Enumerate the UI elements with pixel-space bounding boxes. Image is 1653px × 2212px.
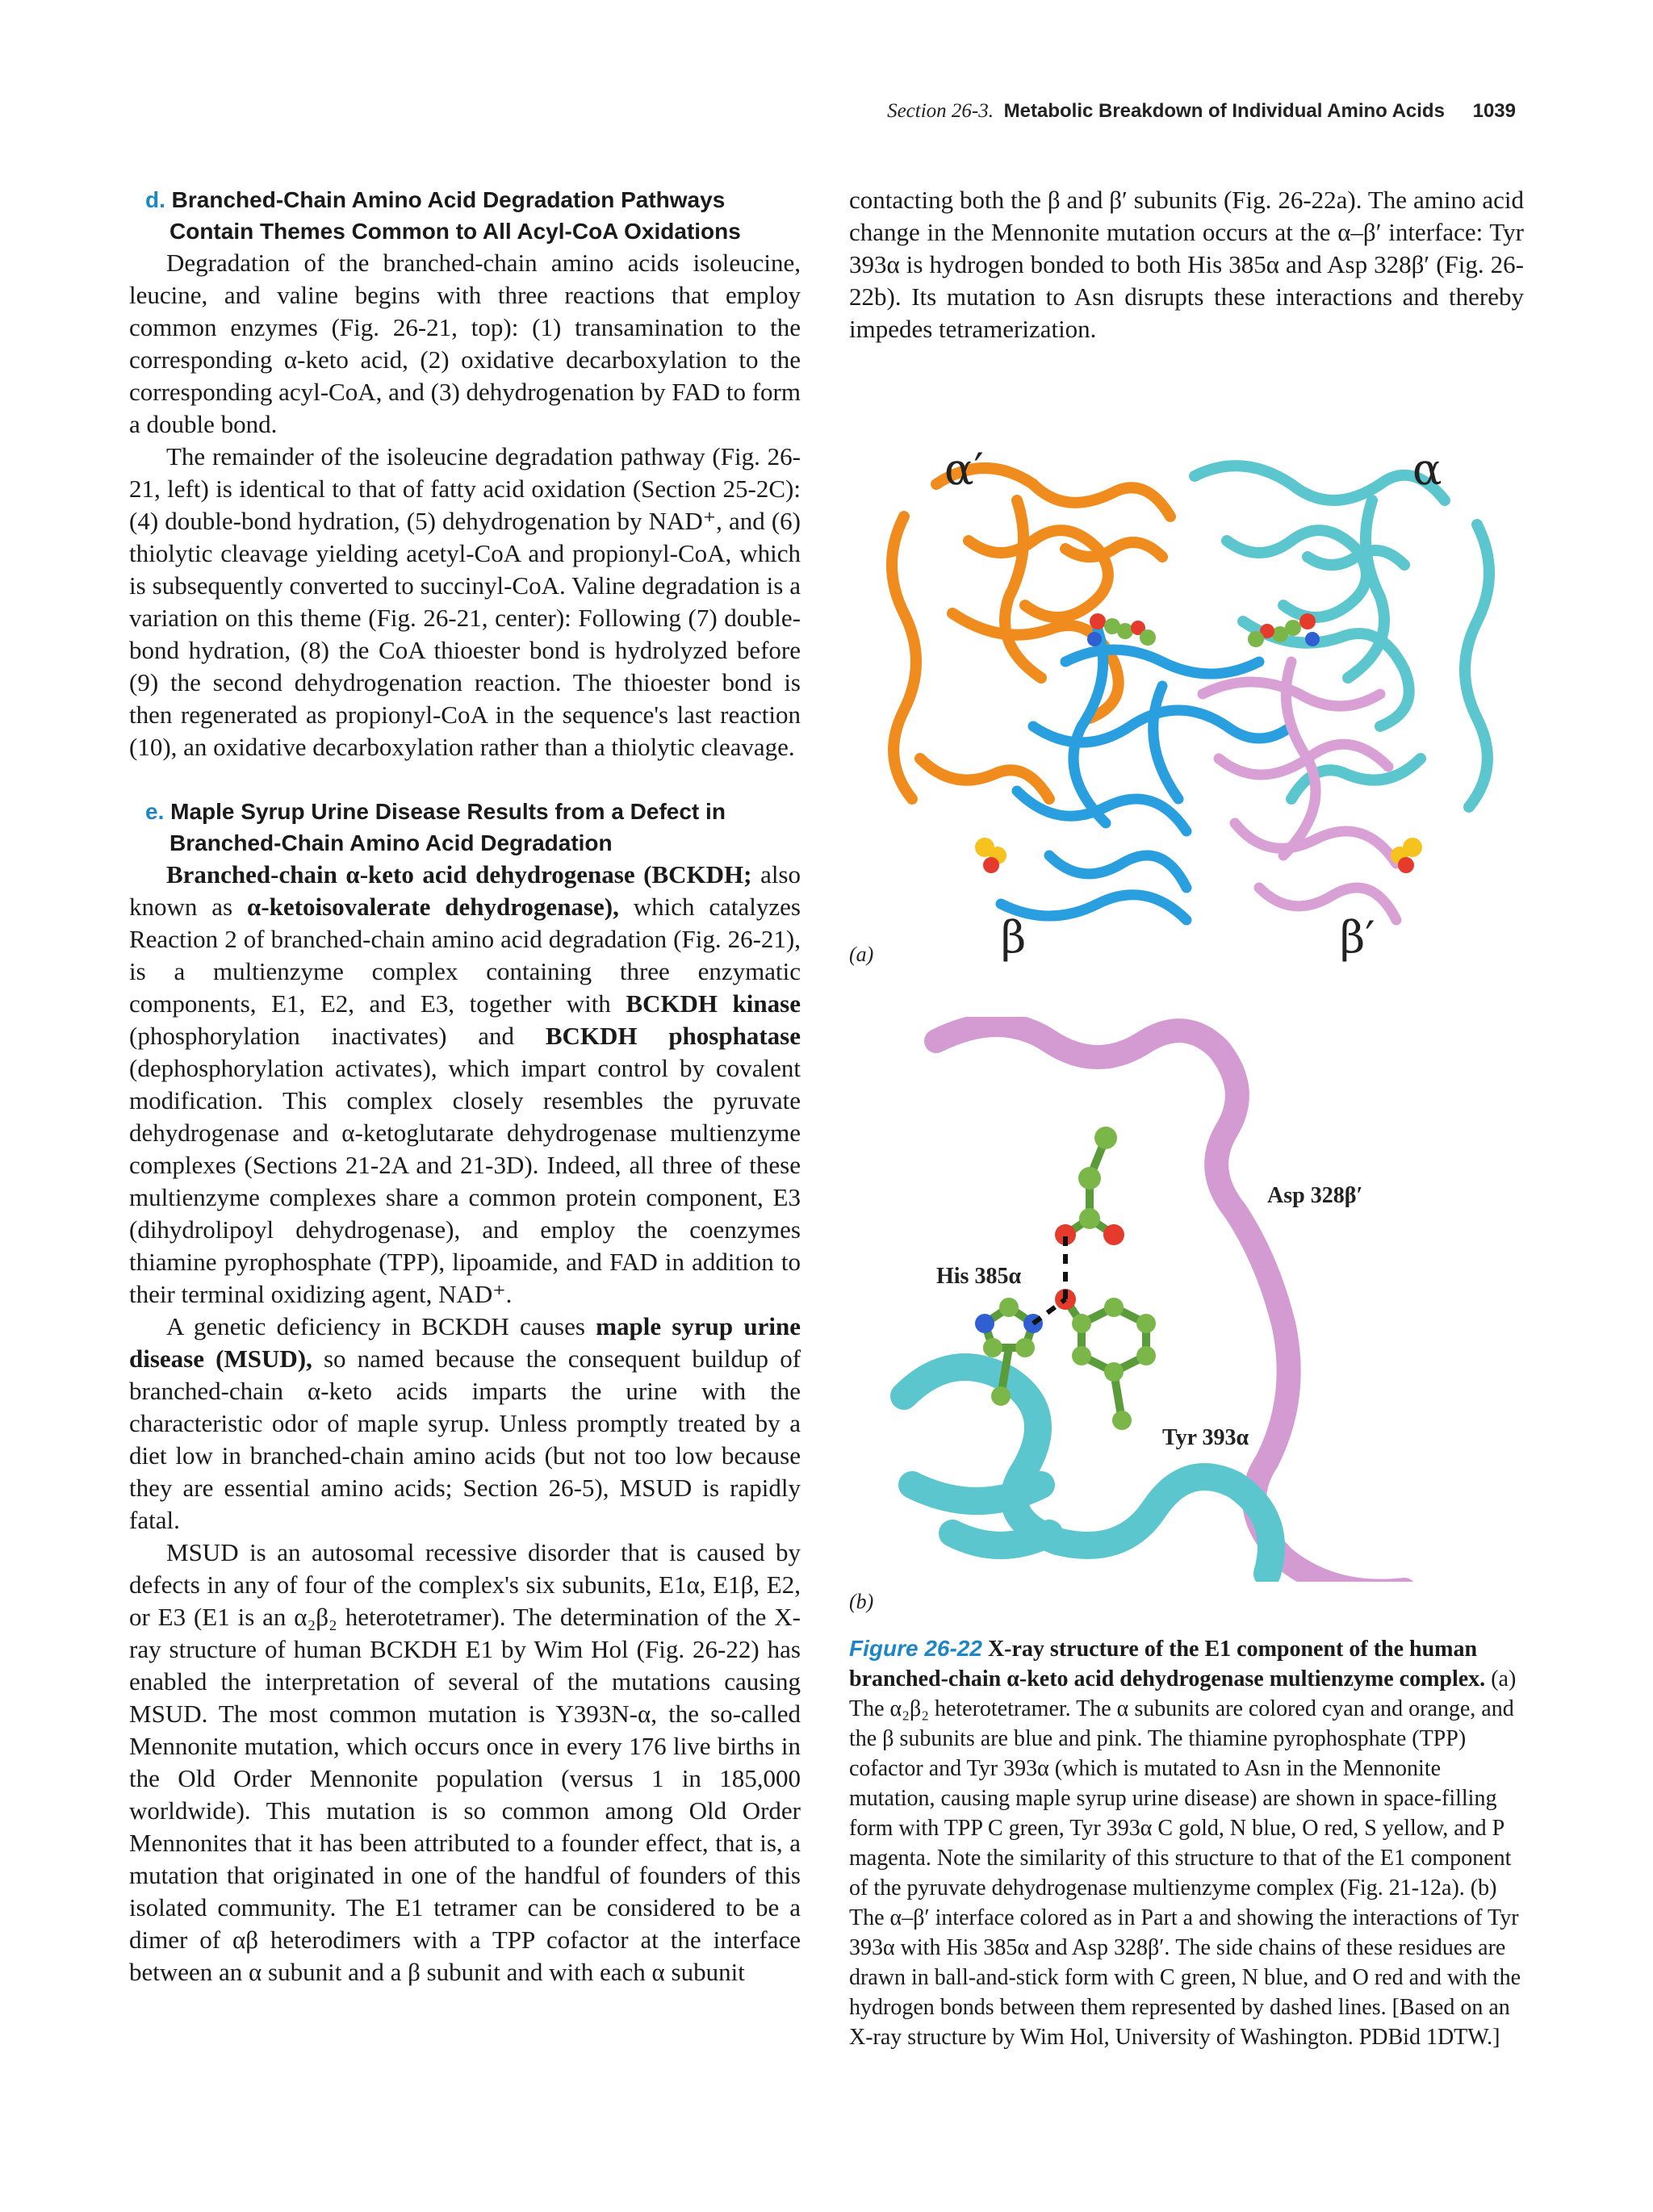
- tyr393-gold-spheres: [975, 838, 1422, 873]
- figure-panel-b: [888, 1017, 1524, 1582]
- section-e-paragraph-1: [129, 859, 801, 1311]
- alpha-helix-ribbon: [904, 1367, 1271, 1574]
- caption-title: X-ray structure of the E1 component of the human branched-chain α-keto acid dehydrogenase multienzyme complex.: [849, 1637, 1486, 1691]
- term-bckdh-phosphatase: BCKDH phosphatase: [545, 1022, 801, 1050]
- figure-caption: [849, 1633, 1524, 2052]
- left-column: [129, 184, 801, 1988]
- hydrogen-bonds: [1033, 1235, 1065, 1323]
- caption-figure-label: Figure 26-22: [849, 1636, 982, 1661]
- section-d-paragraph-1: Degradation of the branched-chain amino acids isoleucine, leucine, and valine begins with three reactions that employ common enzymes (Fig. 26-21, top): (1) transamination to the corresponding α-keto acid, (2) oxidative decarboxylation to the corresponding acyl-CoA, and (3) dehydrogenation by FAD to form a double bond.: [129, 249, 801, 438]
- label-asp328: Asp 328β′: [1267, 1183, 1363, 1208]
- text-run: (dephosphorylation activates), which impart control by covalent modification. This complex closely resembles the pyruvate dehydrogenase and α-ketoglutarate dehydrogenase multienzyme complexes (Sections 21-2A and 21-3D). Indeed, all three of these multienzyme complexes share a common protein component, E3 (dihydrolipoyl dehydrogenase), and employ the coenzymes thiamine pyrophosphate (TPP), lipoamide, and FAD in addition to their terminal oxidizing agent, NAD⁺.: [129, 1054, 801, 1308]
- label-alpha: α: [1412, 444, 1442, 495]
- section-e-paragraph-3: MSUD is an autosomal recessive disorder that is caused by defects in any of four of the complex's six subunits, E1α, E1β, E2, or E3 (E1 is an α₂β₂ heterotetramer). The determination of the X-ray structure of human BCKDH E1 by Wim Hol (Fig. 26-22) has enabled the interpretation of several of the mutations causing MSUD. The most common mutation is Y393N-α, the so-called Mennonite mutation, which occurs once in every 176 live births in the Old Order Mennonite population (versus 1 in 185,000 worldwide). This mutation is so common among Old Order Mennonites that it has been attributed to a founder effect, that is, a mutation that originated in one of the handful of founders of this isolated community. The E1 tetramer can be considered to be a dimer of αβ heterodimers with a TPP cofactor at the interface between an α subunit and a β subunit and with each α subunit: [129, 1538, 801, 1986]
- text-run: A genetic deficiency in BCKDH causes: [166, 1312, 596, 1340]
- section-d-heading: [129, 184, 801, 247]
- label-alpha-prime: α′: [944, 444, 984, 495]
- label-his385: His 385α: [936, 1264, 1022, 1289]
- right-column: [849, 184, 1524, 345]
- page-number: 1039: [1472, 100, 1516, 122]
- text-run: which catalyzes Reaction 2 of branched-chain amino acid degradation (Fig. 26-21), is a multienzyme complex containing three enzymatic components, E1, E2, and E3, together with: [129, 893, 801, 1018]
- label-tyr393: Tyr 393α: [1162, 1425, 1249, 1450]
- section-d-paragraph-2: The remainder of the isoleucine degradation pathway (Fig. 26-21, left) is identical to that of fatty acid oxidation (Section 25-2C): (4) double-bond hydration, (5) dehydrogenation by NAD⁺, and (6) thiolytic cleavage yielding acetyl-CoA and propionyl-CoA, which is subsequently converted to succinyl-CoA. Valine degradation is a variation on this theme (Fig. 26-21, center): Following (7) double-bond hydration, (8) the CoA thioester bond is hydrolyzed before (9) the second dehydrogenation reaction. The thioester bond is then regenerated as propionyl-CoA in the sequence's last reaction (10), an oxidative decarboxylation rather than a thiolytic cleavage.: [129, 442, 801, 761]
- header-title: Metabolic Breakdown of Individual Amino Acids: [1003, 100, 1445, 122]
- section-e-heading-text: Maple Syrup Urine Disease Results from a Defect in Branched-Chain Amino Acid Degradation: [169, 799, 726, 855]
- header-section: Section 26-3.: [887, 100, 994, 122]
- panel-label-b: (b): [849, 1590, 874, 1613]
- asp328-atoms: [1055, 1127, 1124, 1245]
- term-bckdh-kinase: BCKDH kinase: [626, 989, 801, 1018]
- section-e-heading: [129, 796, 801, 859]
- panel-label-a: (a): [849, 943, 874, 966]
- running-header: [887, 100, 1516, 123]
- figure-panel-a: [856, 420, 1530, 976]
- label-beta-prime: β′: [1340, 912, 1375, 963]
- term-ketoisovalerate: α-ketoisovalerate dehydrogenase),: [247, 893, 619, 921]
- section-d-heading-text: Branched-Chain Amino Acid Degradation Pathways Contain Themes Common to All Acyl-CoA Oxidations: [169, 187, 741, 244]
- text-run: also known as: [129, 860, 801, 921]
- section-e-letter: e.: [145, 799, 165, 824]
- term-msud: maple syrup urine disease (MSUD),: [129, 1312, 801, 1373]
- right-continuation-paragraph: contacting both the β and β′ subunits (Fig. 26-22a). The amino acid change in the Mennonite mutation occurs at the α–β′ interface: Tyr 393α is hydrogen bonded to both His 385α and Asp 328β′ (Fig. 26-22b). Its mutation to Asn disrupts these interactions and thereby impedes tetramerization.: [849, 186, 1524, 343]
- alpha-subunit-ribbon: [1195, 466, 1489, 807]
- interface-structure-b-image: [888, 1017, 1524, 1582]
- text-run: (phosphorylation inactivates) and: [129, 1022, 546, 1050]
- label-beta: β: [1001, 912, 1027, 963]
- section-e-paragraph-2: [129, 1311, 801, 1537]
- caption-text: (a) The α₂β₂ heterotetramer. The α subunits are colored cyan and orange, and the β subunits are blue and pink. The thiamine pyrophosphate (TPP) cofactor and Tyr 393α (which is mutated to Asn in the Mennonite mutation, causing maple syrup urine disease) are shown in space-filling form with TPP C green, Tyr 393α C gold, N blue, O red, S yellow, and P magenta. Note the similarity of this structure to that of the E1 component of the pyruvate dehydrogenase multienzyme complex (Fig. 21-12a). (b) The α–β′ interface colored as in Part a and showing the interactions of Tyr 393α with His 385α and Asp 328β′. The side chains of these residues are drawn in ball-and-stick form with C green, N blue, and O red and with the hydrogen bonds between them represented by dashed lines. [Based on an X-ray structure by Wim Hol, University of Washington. PDBid 1DTW.]: [849, 1666, 1521, 2050]
- protein-structure-a-image: [856, 420, 1530, 976]
- term-bckdh: Branched-chain α-keto acid dehydrogenase (BCKDH;: [166, 860, 752, 889]
- text-run: so named because the consequent buildup of branched-chain α-keto acids imparts the urine with the characteristic odor of maple syrup. Unless promptly treated by a diet low in branched-chain amino acids (but not too low because they are essential amino acids; Section 26-5), MSUD is rapidly fatal.: [129, 1344, 801, 1534]
- section-d-letter: d.: [145, 187, 165, 212]
